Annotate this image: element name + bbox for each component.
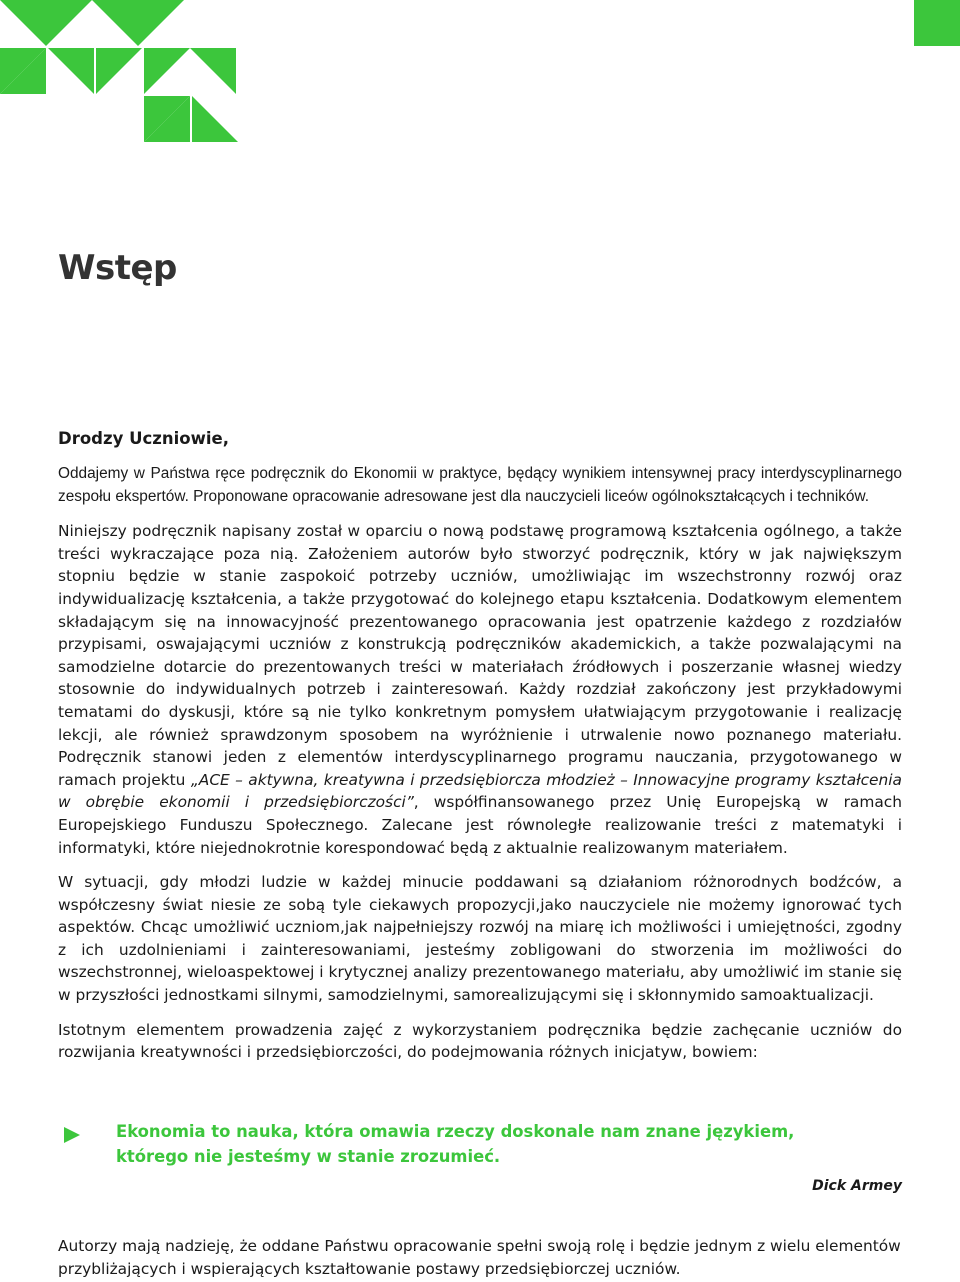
triangle-arrow-icon	[64, 1127, 80, 1143]
paragraph-3: W sytuacji, gdy młodzi ludzie w każdej minucie poddawani są działaniom różnorodnych bodźców, a współczesny świat niesie ze sobą tyle ciekawych propozycji,jako nauczyciele nie możemy ignorować tych aspektów. Chcąc umożliwić uczniom,jak najpełniejszy rozwój na miarę ich możliwości i umiejętności, zgodny z ich uzdolnieniami i zainteresowaniami, jesteśmy zobligowani do stworzenia im możliwości do wszechstronnej, wieloaspektowej i krytycznej analizy prezentowanego materiału, aby umożliwić im stanie się w przyszłości jednostkami silnymi, samodzielnymi, samorealizującymi się i skłonnymido samoaktualizacji.	[58, 873, 902, 1005]
page-title: Wstęp	[58, 248, 177, 288]
paragraph-4: Istotnym elementem prowadzenia zajęć z wykorzystaniem podręcznika będzie zachęcanie uczniów do rozwijania kreatywności i przedsiębiorczości, do podejmowania różnych inicjatyw, bowiem:	[58, 1020, 902, 1062]
project-name: „ACE – aktywna, kreatywna i przedsiębiorcza młodzież – Innowacyjne programy kształcenia w obrębie ekonomii i przedsiębiorczości”	[58, 770, 902, 812]
paragraph-2-part-a: Niniejszy podręcznik napisany został w oparciu o nową podstawę programową kształcenia ogólnego, a także treści wykraczające poza nią. Założeniem autorów było stworzyć podręcznik, który w jak największym stopniu będzie w stanie zaspokoić potrzeby uczniów, umożliwiając im wszechstronny rozwój oraz indywidualizację kształcenia, a także przygotować do kolejnego etapu kształcenia. Dodatkowym elementem składającym się na innowacyjność prezentowanego opracowania jest opatrzenie każdego z rozdziałów przypisami, oswajającymi uczniów z konstrukcją podręczników akademickich, a także pozwalającymi na samodzielne dotarcie do prezentowanych treści w materiałach źródłowych i poszerzanie własnej wiedzy stosownie do indywidualnych potrzeb i zainteresowań. Każdy rozdział zakończony jest przykładowymi tematami do dyskusji, które są nie tylko konkretnym pomysłem ułatwiającym przygotowanie i realizację lekcji, ale również sprawdzonym sposobem na wyróżnienie i utrwalenie nowo poznanego materiału. Podręcznik stanowi jeden z elementów interdyscyplinarnego programu nauczania, przygotowanego w ramach projektu	[58, 522, 902, 789]
paragraph-1: Oddajemy w Państwa ręce podręcznik do Ekonomii w praktyce, będący wynikiem intensywnej pracy interdyscyplinarnego zespołu ekspertów. Proponowane opracowanie adresowane jest dla nauczycieli liceów ogólnokształcących i techników.	[58, 465, 902, 505]
paragraph-2	[58, 520, 902, 859]
green-square-icon	[914, 0, 960, 46]
paragraph-2-part-b: , współfinansowanego przez Unię Europejską w ramach Europejskiego Funduszu Społecznego. Zalecane jest równoległe realizowanie treści z matematyki i informatyki, które niejednokrotnie korespondować będą z aktualnie realizowanym materiałem.	[58, 793, 902, 857]
quote-text: Ekonomia to nauka, która omawia rzeczy doskonale nam znane językiem, którego nie jesteśmy w stanie zrozumieć.	[116, 1122, 795, 1166]
quote-author: Dick Armey	[812, 1178, 902, 1194]
quote-block	[58, 1120, 902, 1169]
intro-text	[58, 463, 902, 1076]
closing-paragraph: Autorzy mają nadzieję, że oddane Państwu opracowanie spełni swoją rolę i będzie jednym z wielu elementów przybliżających i wspierających kształtowanie postawy przedsiębiorczej uczniów.	[58, 1237, 901, 1278]
green-triangles-decoration	[0, 0, 280, 150]
greeting: Drodzy Uczniowie,	[58, 429, 229, 448]
